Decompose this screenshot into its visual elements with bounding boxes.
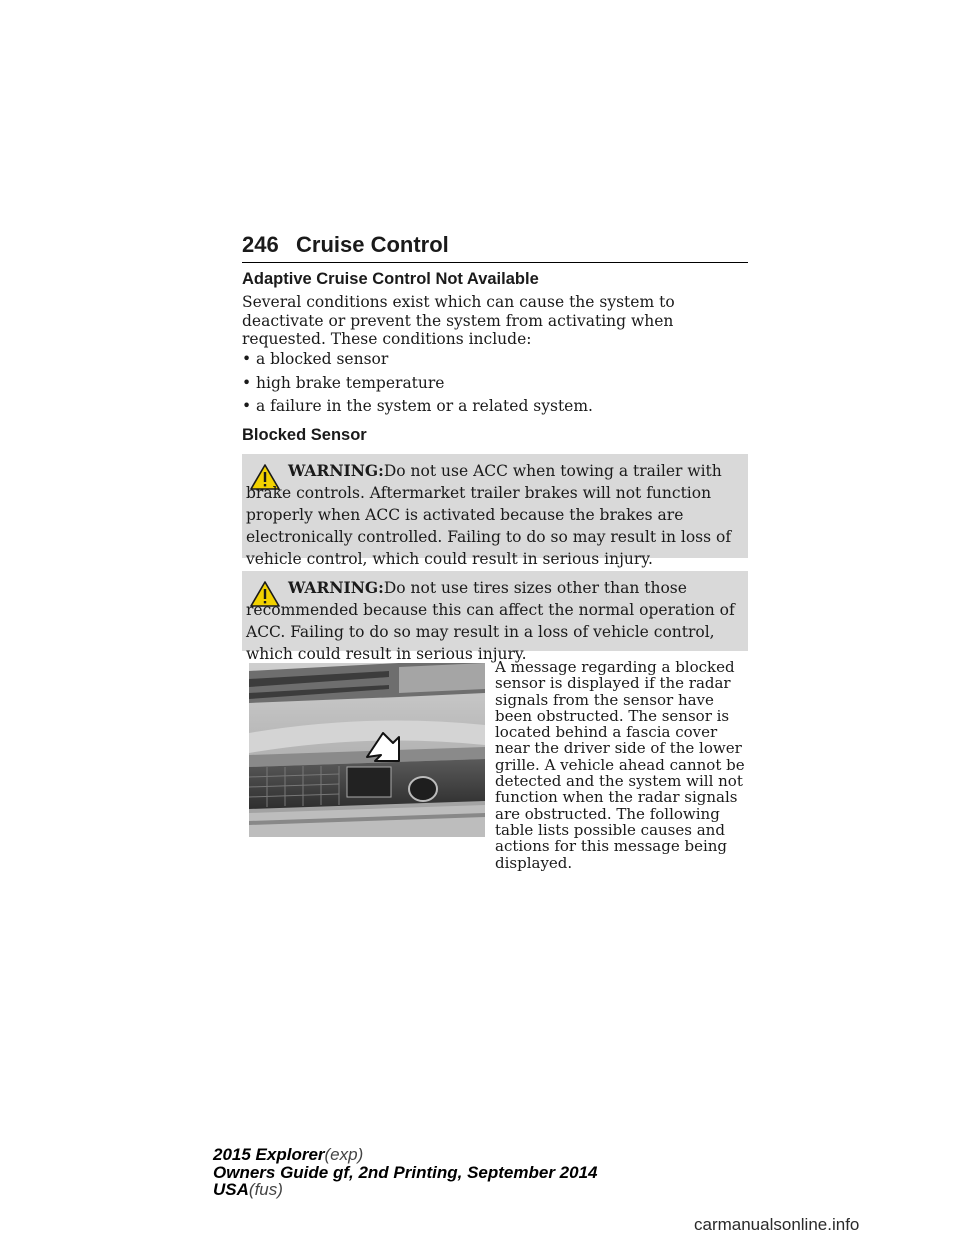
list-item: • high brake temperature (242, 373, 445, 392)
chapter-title: Cruise Control (296, 232, 449, 257)
warning-text: WARNING:Do not use ACC when towing a trailer with brake controls. Aftermarket trailer brakes will not function properly when ACC is activated because the brakes are electronically controlled. Failing to do so may result in loss of vehicle control, which could result in serious injury. (246, 461, 732, 568)
section-heading-blocked-sensor: Blocked Sensor (242, 426, 367, 444)
section-heading-acc-not-available: Adaptive Cruise Control Not Available (242, 270, 539, 288)
figure-description: A message regarding a blocked sensor is displayed if the radar signals from the sensor have been obstructed. The sensor is located behind a fascia cover near the driver side of the lower grille. A vehicle ahead cannot be detected and the system will not function when the radar signals are obstructed. The following table lists possible causes and actions for this message being displayed. (495, 658, 745, 872)
watermark: carmanualsonline.info (694, 1215, 860, 1234)
warning-label: WARNING: (288, 461, 384, 480)
bullet-icon: • (242, 373, 252, 392)
page-number: 246 (242, 232, 279, 257)
conditions-list (242, 350, 593, 421)
bullet-icon: • (242, 397, 252, 415)
warning-label: WARNING: (288, 578, 384, 597)
list-item: • a blocked sensor (242, 350, 389, 368)
page-footer: 2015 Explorer(exp) Owners Guide gf, 2nd Printing, September 2014 USA(fus) (213, 1145, 598, 1199)
intro-paragraph: Several conditions exist which can cause the system to deactivate or prevent the system from activating when requested. These conditions include: (242, 293, 675, 348)
bullet-icon: • (242, 350, 252, 368)
page-header (242, 228, 748, 263)
list-item: • a failure in the system or a related system. (242, 397, 593, 415)
front-grille-sensor-illustration (249, 663, 485, 837)
warning-box (242, 454, 748, 568)
warning-box (242, 571, 748, 663)
warning-text: WARNING:Do not use tires sizes other than those recommended because this can affect the normal operation of ACC. Failing to do so may result in a loss of vehicle control, which could result in serious injury. (246, 578, 735, 663)
